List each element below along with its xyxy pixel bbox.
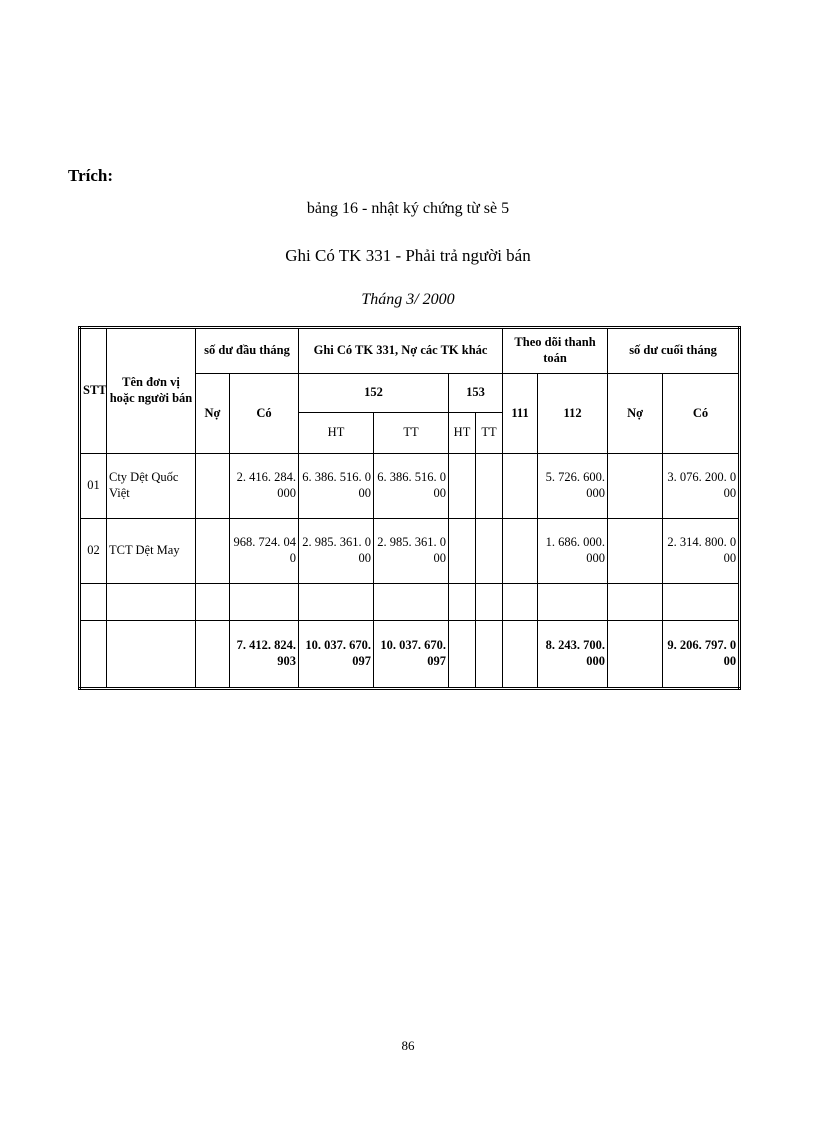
cell-name: TCT Dệt May bbox=[107, 519, 196, 584]
header-stt: STT bbox=[80, 328, 107, 454]
cell-153-ht bbox=[449, 519, 476, 584]
header-credit-group: Ghi Có TK 331, Nợ các TK khác bbox=[299, 328, 503, 374]
ledger-table bbox=[78, 326, 741, 690]
header-account-153: 153 bbox=[449, 374, 503, 413]
header-152-ht: HT bbox=[299, 413, 374, 454]
empty-cell bbox=[476, 621, 503, 689]
empty-cell bbox=[503, 621, 538, 689]
document-subtitle: Ghi Có TK 331 - Phải trả người bán bbox=[285, 246, 531, 265]
page-number: 86 bbox=[401, 1038, 415, 1053]
empty-cell bbox=[230, 584, 299, 621]
cell-opening-no bbox=[196, 454, 230, 519]
cell-closing-co: 2. 314. 800. 000 bbox=[663, 519, 740, 584]
cell-closing-no bbox=[608, 454, 663, 519]
header-152-tt: TT bbox=[374, 413, 449, 454]
header-opening-no: Nợ bbox=[196, 374, 230, 454]
cell-opening-no bbox=[196, 519, 230, 584]
header-account-111: 111 bbox=[503, 374, 538, 454]
cell-111 bbox=[503, 519, 538, 584]
header-row-1 bbox=[80, 328, 740, 374]
header-name: Tên đơn vị hoặc người bán bbox=[107, 328, 196, 454]
empty-cell bbox=[449, 621, 476, 689]
total-152-ht: 10. 037. 670. 097 bbox=[299, 621, 374, 689]
cell-stt: 01 bbox=[80, 454, 107, 519]
total-152-tt: 10. 037. 670. 097 bbox=[374, 621, 449, 689]
header-account-152: 152 bbox=[299, 374, 449, 413]
header-closing-balance: số dư cuối tháng bbox=[608, 328, 740, 374]
empty-cell bbox=[80, 584, 107, 621]
empty-cell bbox=[299, 584, 374, 621]
cell-153-ht bbox=[449, 454, 476, 519]
header-payment-group: Theo dõi thanh toán bbox=[503, 328, 608, 374]
header-closing-co: Có bbox=[663, 374, 740, 454]
cell-152-tt: 6. 386. 516. 000 bbox=[374, 454, 449, 519]
cell-112: 1. 686. 000. 000 bbox=[538, 519, 608, 584]
empty-cell bbox=[80, 621, 107, 689]
totals-row bbox=[80, 621, 740, 689]
empty-cell bbox=[107, 584, 196, 621]
excerpt-label: Trích: bbox=[68, 166, 114, 185]
table-row bbox=[80, 454, 740, 519]
empty-cell bbox=[196, 584, 230, 621]
empty-cell bbox=[196, 621, 230, 689]
cell-111 bbox=[503, 454, 538, 519]
empty-cell bbox=[503, 584, 538, 621]
empty-cell bbox=[608, 584, 663, 621]
document-title: bảng 16 - nhật ký chứng từ sè 5 bbox=[306, 200, 510, 217]
cell-closing-co: 3. 076. 200. 000 bbox=[663, 454, 740, 519]
cell-152-ht: 2. 985. 361. 000 bbox=[299, 519, 374, 584]
cell-112: 5. 726. 600. 000 bbox=[538, 454, 608, 519]
cell-name: Cty Dệt Quốc Việt bbox=[107, 454, 196, 519]
cell-153-tt bbox=[476, 519, 503, 584]
empty-row bbox=[80, 584, 740, 621]
header-closing-no: Nợ bbox=[608, 374, 663, 454]
empty-cell bbox=[374, 584, 449, 621]
cell-152-tt: 2. 985. 361. 000 bbox=[374, 519, 449, 584]
empty-cell bbox=[476, 584, 503, 621]
document-period: Tháng 3/ 2000 bbox=[361, 291, 455, 308]
cell-153-tt bbox=[476, 454, 503, 519]
empty-cell bbox=[538, 584, 608, 621]
total-closing-co: 9. 206. 797. 000 bbox=[663, 621, 740, 689]
empty-cell bbox=[107, 621, 196, 689]
cell-opening-co: 2. 416. 284. 000 bbox=[230, 454, 299, 519]
cell-closing-no bbox=[608, 519, 663, 584]
header-opening-balance: số dư đầu tháng bbox=[196, 328, 299, 374]
cell-opening-co: 968. 724. 040 bbox=[230, 519, 299, 584]
table-row bbox=[80, 519, 740, 584]
header-153-tt: TT bbox=[476, 413, 503, 454]
cell-stt: 02 bbox=[80, 519, 107, 584]
header-account-112: 112 bbox=[538, 374, 608, 454]
empty-cell bbox=[608, 621, 663, 689]
total-112: 8. 243. 700. 000 bbox=[538, 621, 608, 689]
empty-cell bbox=[449, 584, 476, 621]
header-opening-co: Có bbox=[230, 374, 299, 454]
cell-152-ht: 6. 386. 516. 000 bbox=[299, 454, 374, 519]
empty-cell bbox=[663, 584, 740, 621]
header-153-ht: HT bbox=[449, 413, 476, 454]
total-opening-co: 7. 412. 824. 903 bbox=[230, 621, 299, 689]
